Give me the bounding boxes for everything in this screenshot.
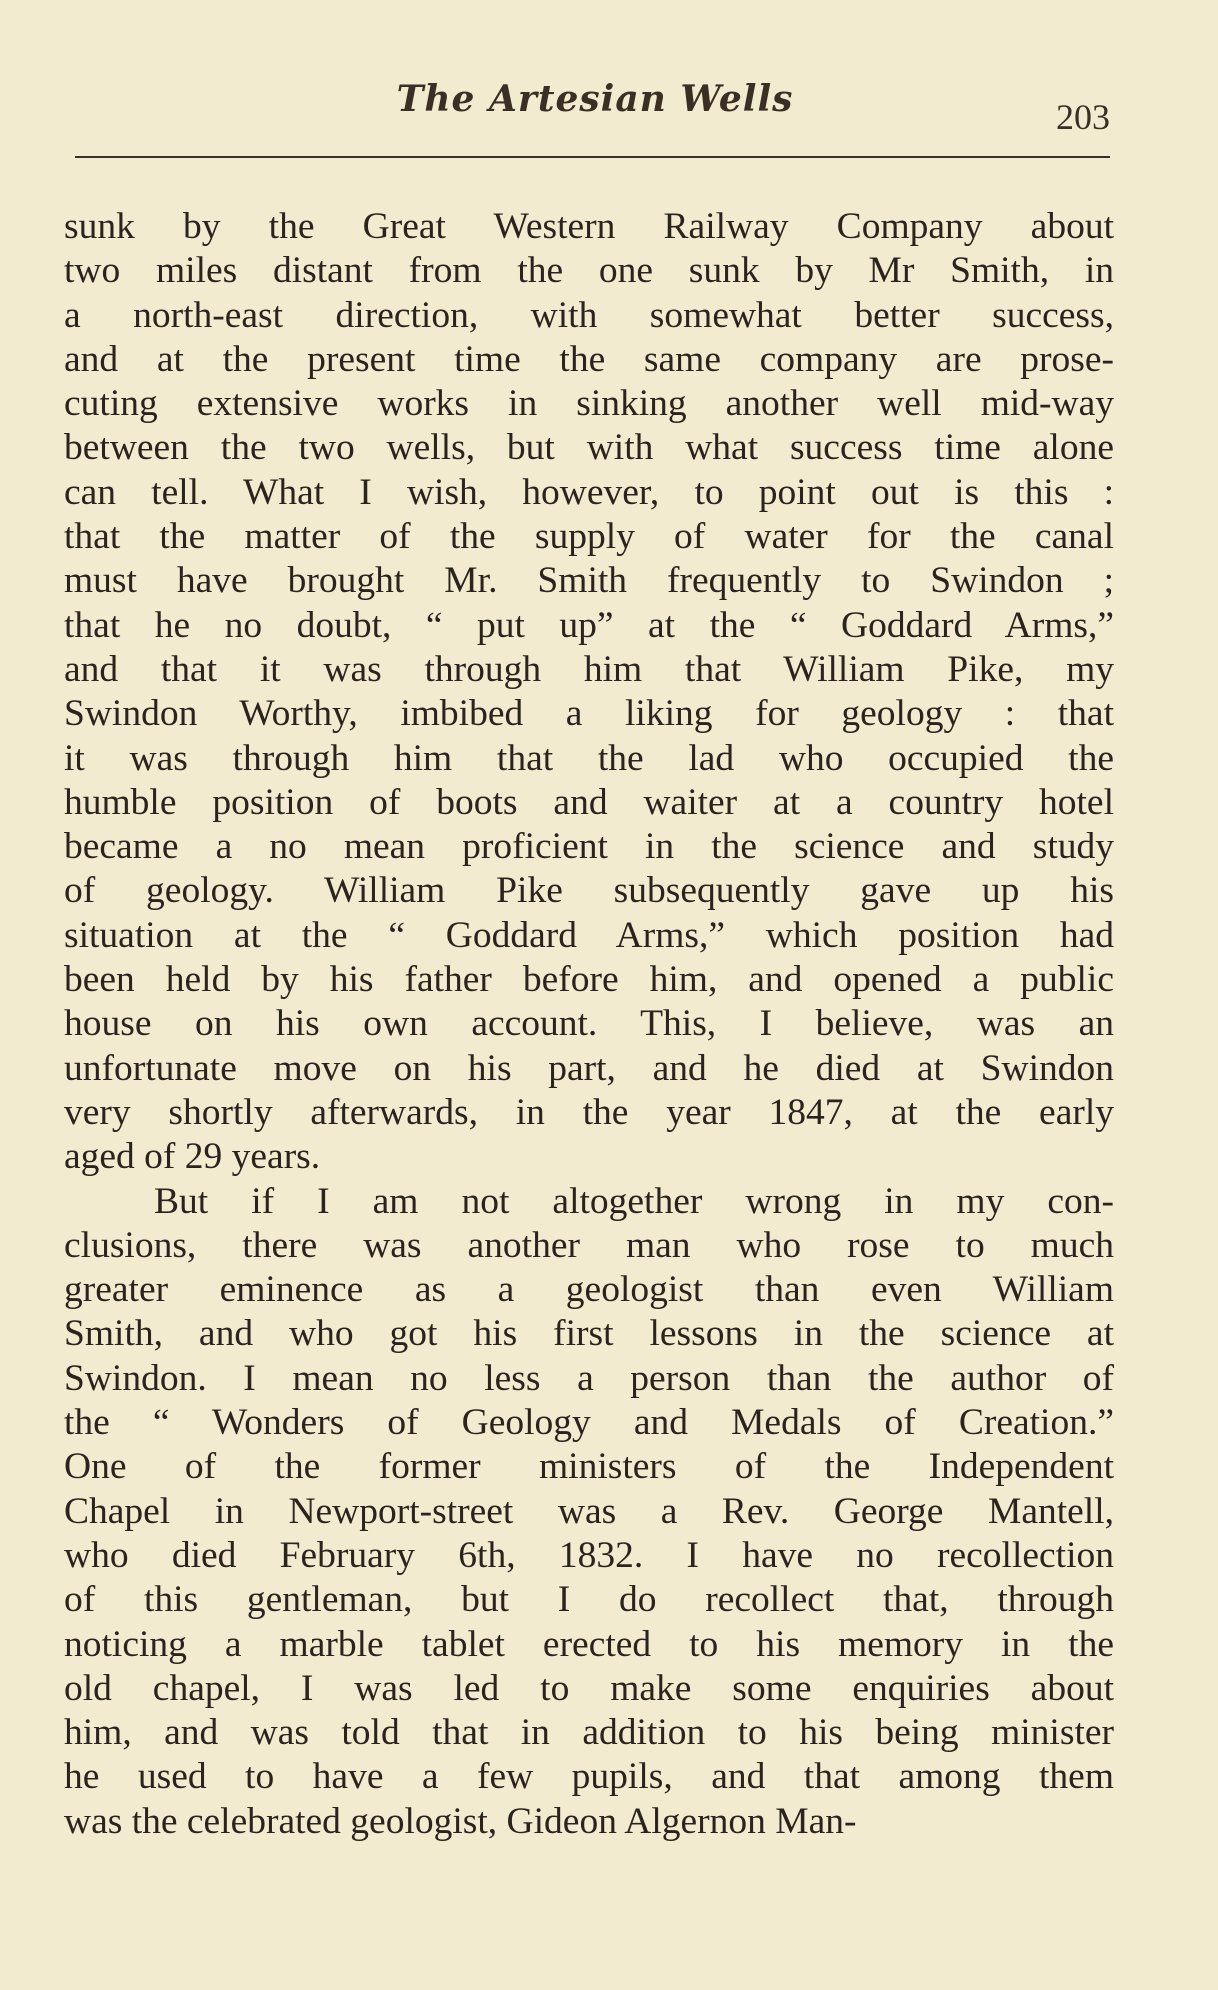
text-line: that the matter of the supply of water for the canal — [64, 516, 1114, 558]
text-line: But if I am not altogether wrong in my con- — [154, 1180, 1114, 1222]
text-line: it was through him that the lad who occupied the — [64, 737, 1114, 779]
text-line: and at the present time the same company are prose- — [64, 338, 1114, 380]
text-line: and that it was through him that William Pike, my — [64, 648, 1114, 690]
text-line: that he no doubt, “ put up” at the “ Goddard Arms,” — [64, 604, 1114, 646]
page-number: 203 — [1056, 97, 1110, 137]
text-line: a north-east direction, with somewhat better success, — [64, 294, 1114, 336]
text-line: greater eminence as a geologist than even William — [64, 1269, 1114, 1311]
text-line: can tell. What I wish, however, to point out is this : — [64, 471, 1114, 513]
text-line: unfortunate move on his part, and he died at Swindon — [64, 1047, 1114, 1089]
text-line: of geology. William Pike subsequently gave up his — [64, 870, 1114, 912]
text-line: Chapel in Newport-street was a Rev. George Mantell, — [64, 1490, 1114, 1532]
text-line: between the two wells, but with what success time alone — [64, 427, 1114, 469]
text-line: he used to have a few pupils, and that among them — [64, 1756, 1114, 1798]
paragraph-2 — [64, 1180, 1114, 1844]
text-line: noticing a marble tablet erected to his memory in the — [64, 1623, 1114, 1665]
paragraph-1 — [64, 205, 1114, 1180]
text-line: him, and was told that in addition to his being minister — [64, 1712, 1114, 1754]
text-line: of this gentleman, but I do recollect that, through — [64, 1579, 1114, 1621]
text-line: situation at the “ Goddard Arms,” which position had — [64, 914, 1114, 956]
text-line: been held by his father before him, and opened a public — [64, 959, 1114, 1001]
body-text — [64, 205, 1114, 1844]
text-line: must have brought Mr. Smith frequently to Swindon ; — [64, 560, 1114, 602]
text-line: humble position of boots and waiter at a country hotel — [64, 781, 1114, 823]
text-line: the “ Wonders of Geology and Medals of Creation.” — [64, 1402, 1114, 1444]
text-line: cuting extensive works in sinking another well mid-way — [64, 383, 1114, 425]
text-line: Swindon Worthy, imbibed a liking for geology : that — [64, 693, 1114, 735]
text-line: became a no mean proficient in the science and study — [64, 826, 1114, 868]
text-line: old chapel, I was led to make some enquiries about — [64, 1667, 1114, 1709]
text-line: One of the former ministers of the Independent — [64, 1446, 1114, 1488]
text-line: two miles distant from the one sunk by Mr Smith, in — [64, 250, 1114, 292]
text-line: was the celebrated geologist, Gideon Algernon Man- — [64, 1800, 857, 1842]
text-line: sunk by the Great Western Railway Company about — [64, 206, 1114, 247]
text-line: Smith, and who got his first lessons in the science at — [64, 1313, 1114, 1355]
text-line: clusions, there was another man who rose to much — [64, 1224, 1114, 1266]
text-line: who died February 6th, 1832. I have no recollection — [64, 1534, 1114, 1576]
text-line: Swindon. I mean no less a person than the author of — [64, 1357, 1114, 1399]
header-rule — [75, 156, 1110, 158]
running-head-title: The Artesian Wells — [396, 78, 794, 120]
text-line: house on his own account. This, I believe, was an — [64, 1003, 1114, 1045]
text-line: very shortly afterwards, in the year 1847, at the early — [64, 1091, 1114, 1133]
text-line: aged of 29 years. — [64, 1136, 321, 1178]
